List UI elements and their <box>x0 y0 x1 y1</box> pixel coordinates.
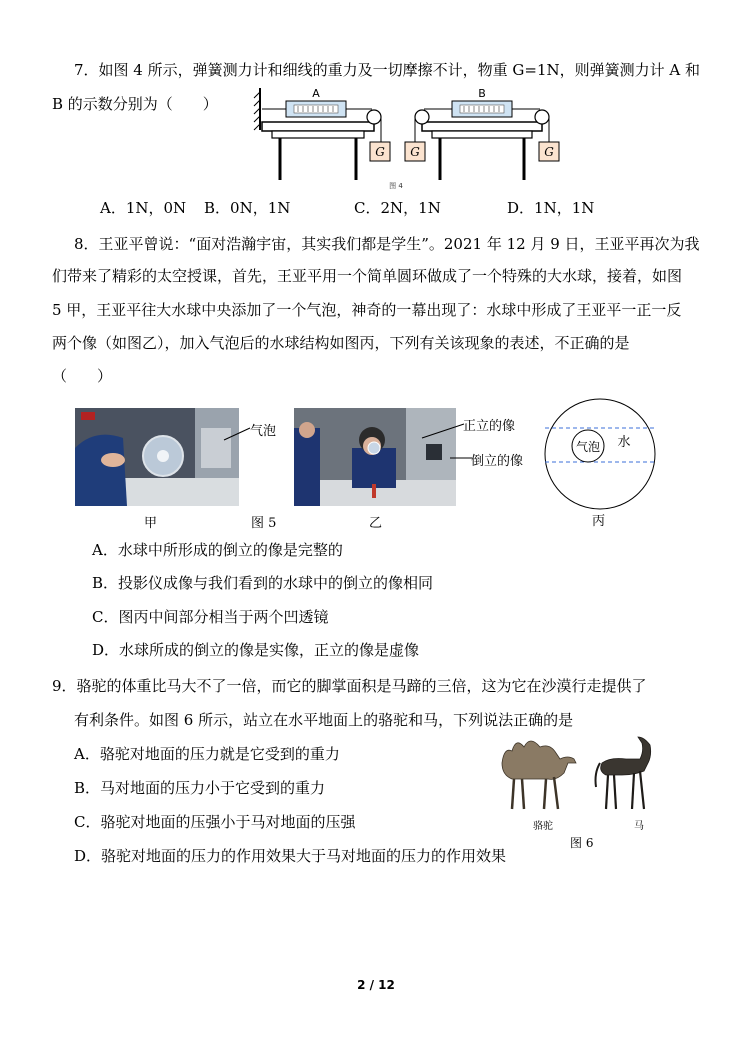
q7-label-b: B <box>478 87 486 100</box>
q9-option-a: A．骆驼对地面的压力就是它受到的重力 <box>74 745 340 763</box>
q7-option-b: B．0N，1N <box>204 199 291 217</box>
q9-option-d: D．骆驼对地面的压力的作用效果大于马对地面的压力的作用效果 <box>74 847 507 865</box>
q8-stem-line5: （ ） <box>52 367 113 385</box>
caption-jia: 甲 <box>144 516 158 531</box>
q7-weight-g1: G <box>375 145 385 159</box>
q7-weight-g2: G <box>410 145 420 159</box>
q9-stem-line2: 有利条件。如图 6 所示，站立在水平地面上的骆驼和马，下列说法正确的是 <box>74 711 574 729</box>
photo-jia-pointer <box>222 426 252 442</box>
q7-option-a: A．1N，0N <box>100 199 187 217</box>
q8-option-a: A．水球中所形成的倒立的像是完整的 <box>92 541 343 559</box>
horse-image <box>596 737 651 809</box>
q8-stem-line1: 8．王亚平曾说：“面对浩瀚宇宙，其实我们都是学生”。2021 年 12 月 9 日，王亚平再次为我 <box>74 235 700 253</box>
q7-weight-g3: G <box>544 145 554 159</box>
q8-option-b: B．投影仪成像与我们看到的水球中的倒立的像相同 <box>92 574 434 592</box>
q8-stem-line3: 5 甲，王亚平往大水球中央添加了一个气泡，神奇的一幕出现了：水球中形成了王亚平一正一反 <box>52 301 682 319</box>
camel-label: 骆驼 <box>533 821 553 832</box>
photo-jia <box>75 408 239 506</box>
photo-yi-inverted-label: 倒立的像 <box>471 454 524 469</box>
q9-option-c: C．骆驼对地面的压强小于马对地面的压强 <box>74 813 356 831</box>
page-number: 2 / 12 <box>357 978 395 992</box>
q8-option-d: D．水球所成的倒立的像是实像，正立的像是虚像 <box>92 641 420 659</box>
camel-image <box>502 741 576 809</box>
q7-stem-line2: B 的示数分别为（ ） <box>52 95 218 113</box>
q7-figure-caption: 图 4 <box>389 182 403 190</box>
q9-figure-caption: 图 6 <box>570 836 594 850</box>
diagram-bing <box>535 396 665 518</box>
photo-yi-upright-label: 正立的像 <box>463 419 516 434</box>
q7-label-a: A <box>312 87 320 100</box>
q7-option-d: D．1N，1N <box>507 199 595 217</box>
q7-figure <box>250 84 580 190</box>
diagram-water-label: 水 <box>617 435 631 450</box>
q9-option-b: B．马对地面的压力小于它受到的重力 <box>74 779 326 797</box>
q8-stem-line2: 们带来了精彩的太空授课，首先，王亚平用一个简单圆环做成了一个特殊的大水球，接着，如图 <box>52 267 683 285</box>
q7-stem-line1: 7．如图 4 所示，弹簧测力计和细线的重力及一切摩擦不计，物重 G=1N，则弹簧测力计 A 和 <box>74 61 700 79</box>
q8-option-c: C．图丙中间部分相当于两个凹透镜 <box>92 608 329 626</box>
diagram-bubble-label: 气泡 <box>575 440 601 454</box>
photo-yi-pointers <box>420 420 476 460</box>
caption-fig5: 图 5 <box>251 516 277 531</box>
q9-figure-animals <box>494 733 664 815</box>
q8-stem-line4: 两个像（如图乙），加入气泡后的水球结构如图丙，下列有关该现象的表述，不正确的是 <box>52 334 630 352</box>
caption-bing: 丙 <box>592 514 606 529</box>
q9-stem-line1: 9．骆驼的体重比马大不了一倍，而它的脚掌面积是马蹄的三倍，这为它在沙漠行走提供了 <box>52 677 647 695</box>
q7-option-c: C．2N，1N <box>354 199 441 217</box>
caption-yi: 乙 <box>369 516 383 531</box>
horse-label: 马 <box>634 821 644 832</box>
photo-jia-bubble-label: 气泡 <box>250 424 277 439</box>
